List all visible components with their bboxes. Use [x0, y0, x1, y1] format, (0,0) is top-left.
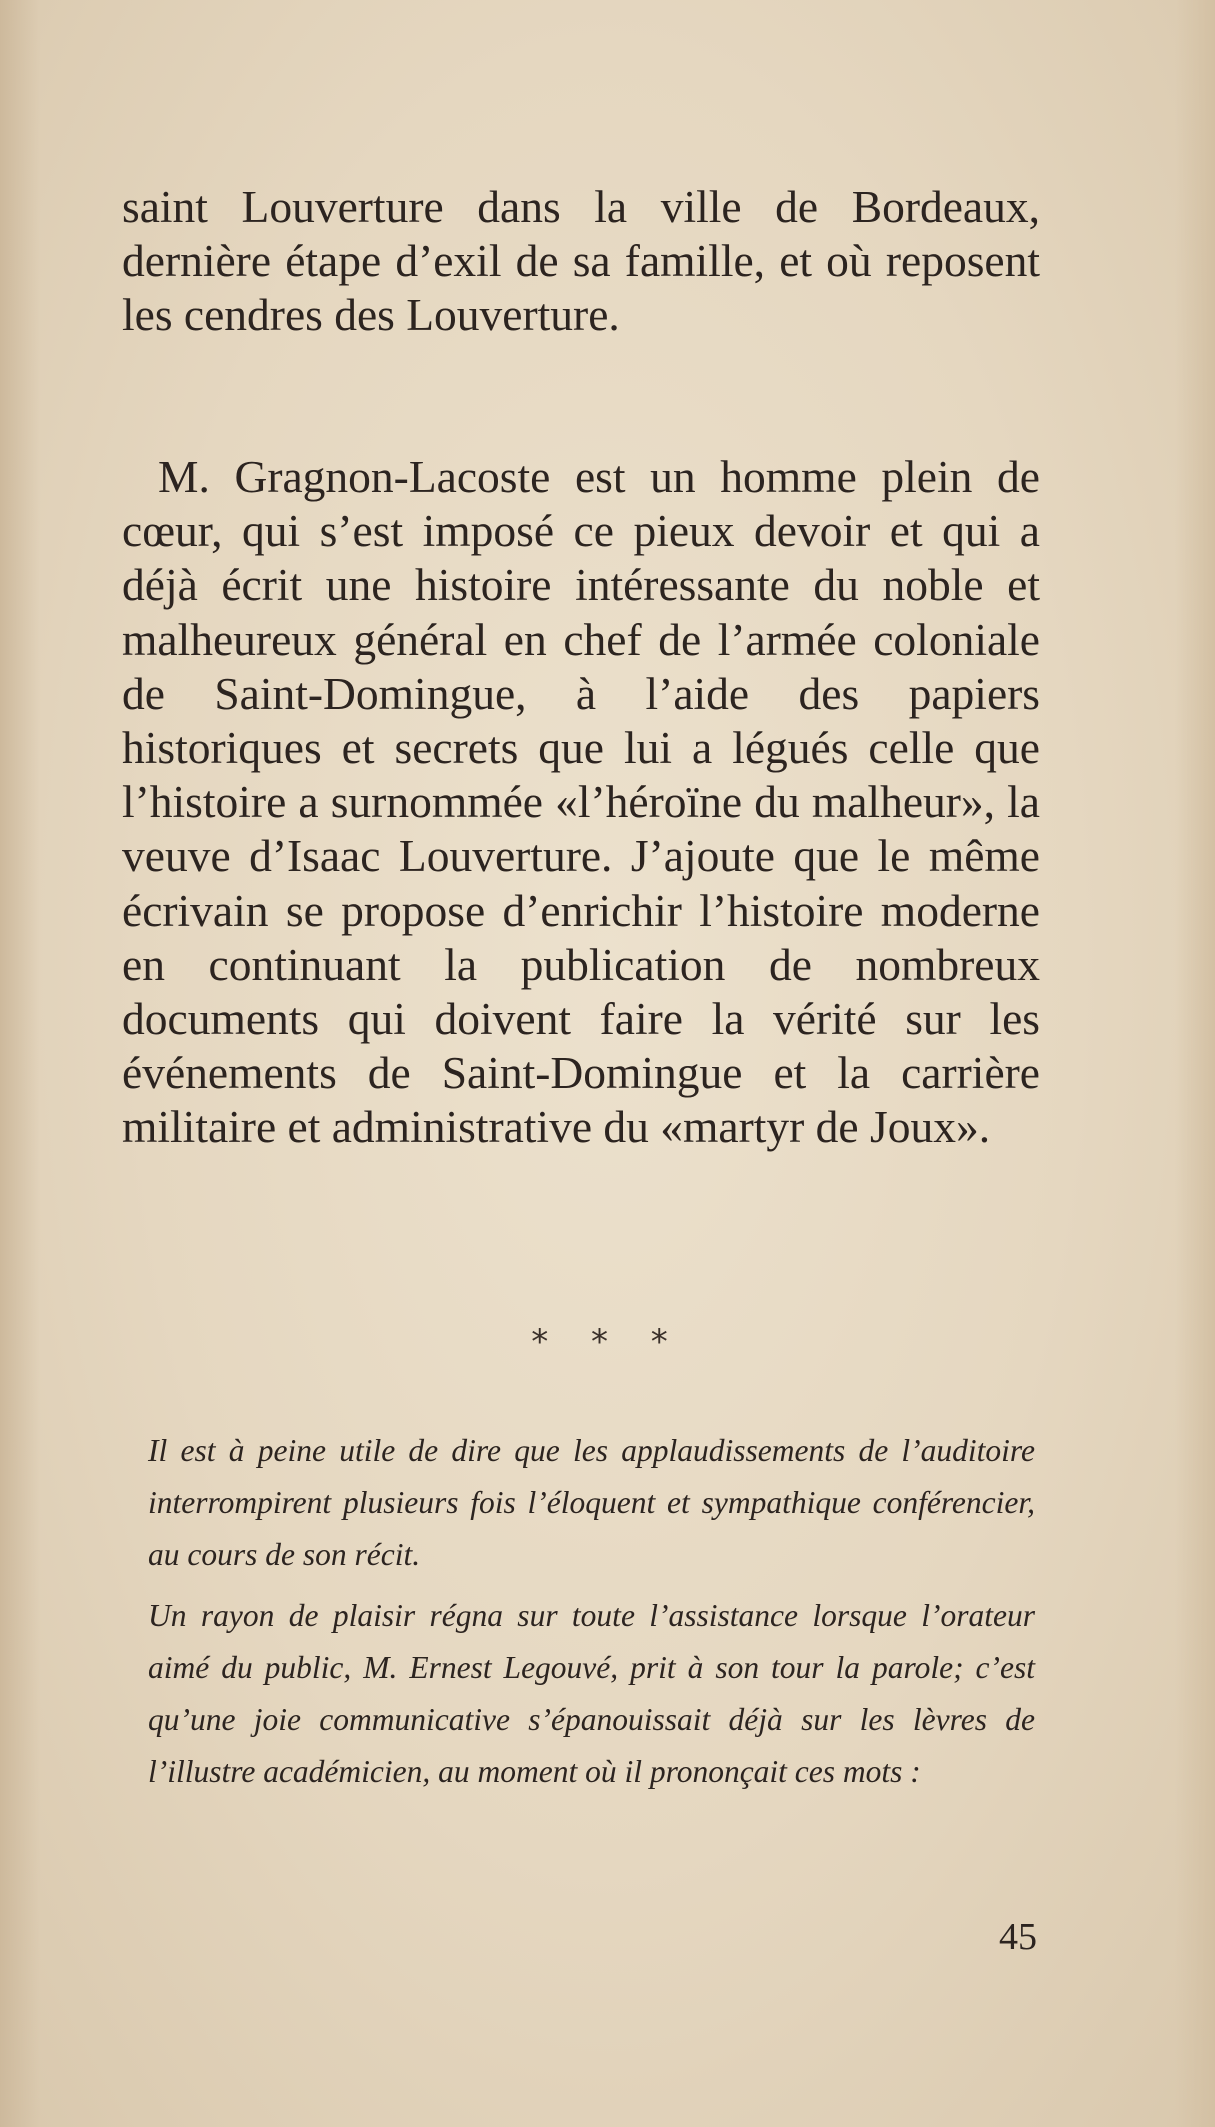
paragraph-continuation: saint Louverture dans la ville de Bordeaux, dernière étape d’exil de sa famille, et où reposent les cendres des Louverture.: [122, 181, 1040, 341]
page-edge-shadow-left: [0, 0, 40, 2127]
paragraph-gragnon-lacoste: M. Gragnon-Lacoste est un homme plein de cœur, qui s’est imposé ce pieux devoir et qui a déjà écrit une histoire intéressante du noble et malheureux général en chef de l’armée coloniale de Saint-Domingue, à l’aide des papiers historiques et secrets que lui a légués celle que l’histoire a surnommée «l’héroïne du malheur», la veuve d’Isaac Louverture. J’ajoute que le même écrivain se propose d’enrichir l’histoire moderne en continuant la publication de nombreux documents qui doivent faire la vérité sur les événements de Saint-Domingue et la carrière militaire et administrative du «martyr de Joux».: [122, 451, 1040, 1153]
page-edge-shadow-right: [1175, 0, 1215, 2127]
page-number: 45: [999, 1916, 1037, 1958]
section-separator: * * *: [531, 1322, 684, 1362]
italic-paragraph-legouve: Un rayon de plaisir régna sur toute l’assistance lorsque l’orateur aimé du public, M. Ernest Legouvé, prit à son tour la parole; c’est qu’une joie communicative s’épanouissait déjà sur les lèvres de l’illustre académicien, au moment où il prononçait ces mots :: [148, 1598, 1035, 1789]
italic-paragraph-applause: Il est à peine utile de dire que les applaudissements de l’auditoire interrompirent plusieurs fois l’éloquent et sympathique conférencier, au cours de son récit.: [148, 1433, 1035, 1572]
